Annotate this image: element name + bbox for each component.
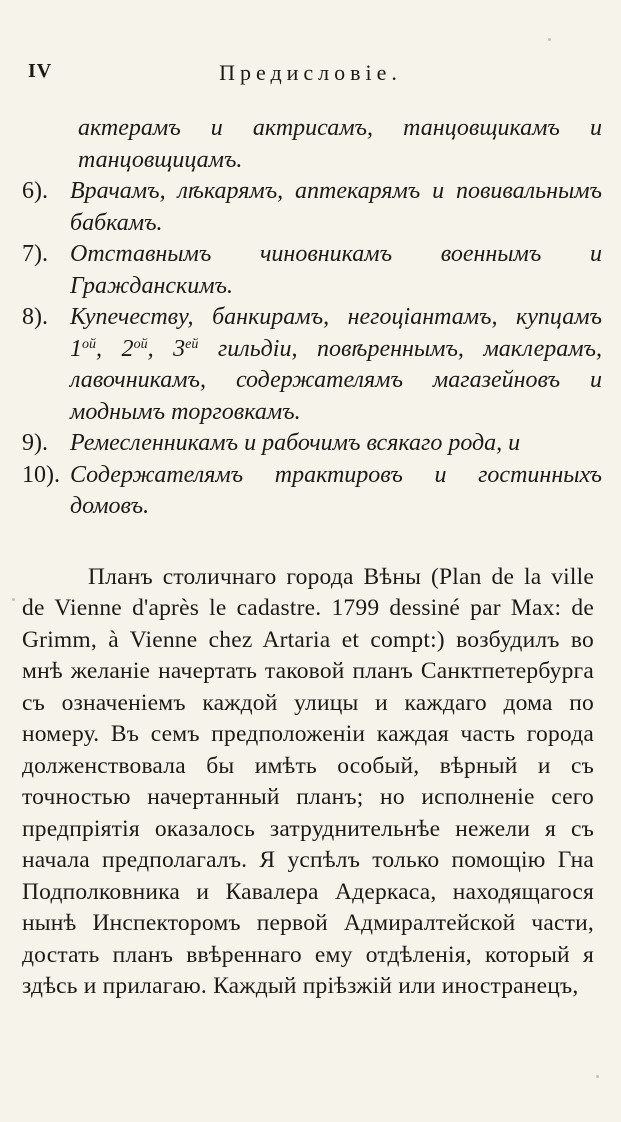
list-item-text: Отставнымъ чиновникамъ военнымъ и Гражданскимъ. bbox=[70, 241, 602, 299]
page-header bbox=[28, 60, 593, 90]
ordinal-superscript: ей bbox=[185, 336, 199, 352]
list-item-text-part: , 3 bbox=[147, 335, 186, 362]
list-item-number: 8). bbox=[22, 304, 48, 330]
list-item-text bbox=[70, 302, 602, 428]
body-paragraph: Планъ столичнаго города Вѣны (Plan de la ville de Vienne d'après le cadastre. 1799 dessiné par Max: de Grimm, à Vienne chez Artaria et compt:) возбудилъ во мнѣ желаніе начертать таковой планъ Санктпетербурга съ означеніемъ каждой улицы и каждаго дома по номеру. Въ семъ предположеніи каждая часть города долженствовала бы имѣть особый, вѣрный и съ точностью начертанный планъ; но исполненіе сего предпріятія оказалось затруднительнѣе нежели я съ начала предполагалъ. Я успѣлъ только помощію Гна Подполковника и Кавалера Адеркаса, находящагося нынѣ Инспекторомъ первой Адмиралтейской части, достать планъ ввѣреннаго ему отдѣленія, который я здѣсь и прилагаю. Каждый пріѣзжій или иностранецъ, bbox=[22, 563, 594, 999]
list-item-text: Врачамъ, лѣкарямъ, аптекарямъ и повивальнымъ бабкамъ. bbox=[70, 178, 602, 236]
running-title: Предисловіе. bbox=[219, 60, 402, 85]
list-item bbox=[22, 428, 602, 460]
list-item-text-part: , 2 bbox=[96, 335, 134, 362]
list-item bbox=[22, 176, 602, 239]
page-number: IV bbox=[28, 60, 53, 82]
list-item-continuation bbox=[22, 113, 602, 176]
list-item-text-part: гильдіи, повѣреннымъ, маклерамъ, лавочникамъ, содержателямъ магазейновъ и моднымъ торговкамъ. bbox=[70, 335, 603, 425]
list-item-text: актерамъ и актрисамъ, танцовщикамъ и танцовщицамъ. bbox=[78, 115, 602, 173]
paper-speck bbox=[12, 598, 15, 601]
list-item-number: 6). bbox=[22, 178, 48, 204]
ordinal-superscript: ой bbox=[133, 336, 148, 352]
paper-speck bbox=[548, 38, 551, 41]
list-item bbox=[22, 460, 602, 523]
list-item-number: 10). bbox=[22, 461, 60, 488]
list-item-text: Ремесленникамъ и рабочимъ всякаго рода, и bbox=[70, 430, 521, 456]
list-item bbox=[22, 302, 602, 428]
paper-speck bbox=[596, 1075, 599, 1078]
ordinal-superscript: ой bbox=[82, 336, 96, 352]
list-item-number: 7). bbox=[22, 241, 48, 267]
list-item-number: 9). bbox=[22, 430, 48, 456]
list-item-text: Содержателямъ трактировъ и гостинныхъ домовъ. bbox=[70, 461, 602, 519]
list-item bbox=[22, 239, 602, 302]
recipient-list bbox=[22, 113, 602, 523]
list-item-text-part: Купечеству, банкирамъ, негоціантамъ, купцамъ 1 bbox=[70, 304, 602, 362]
